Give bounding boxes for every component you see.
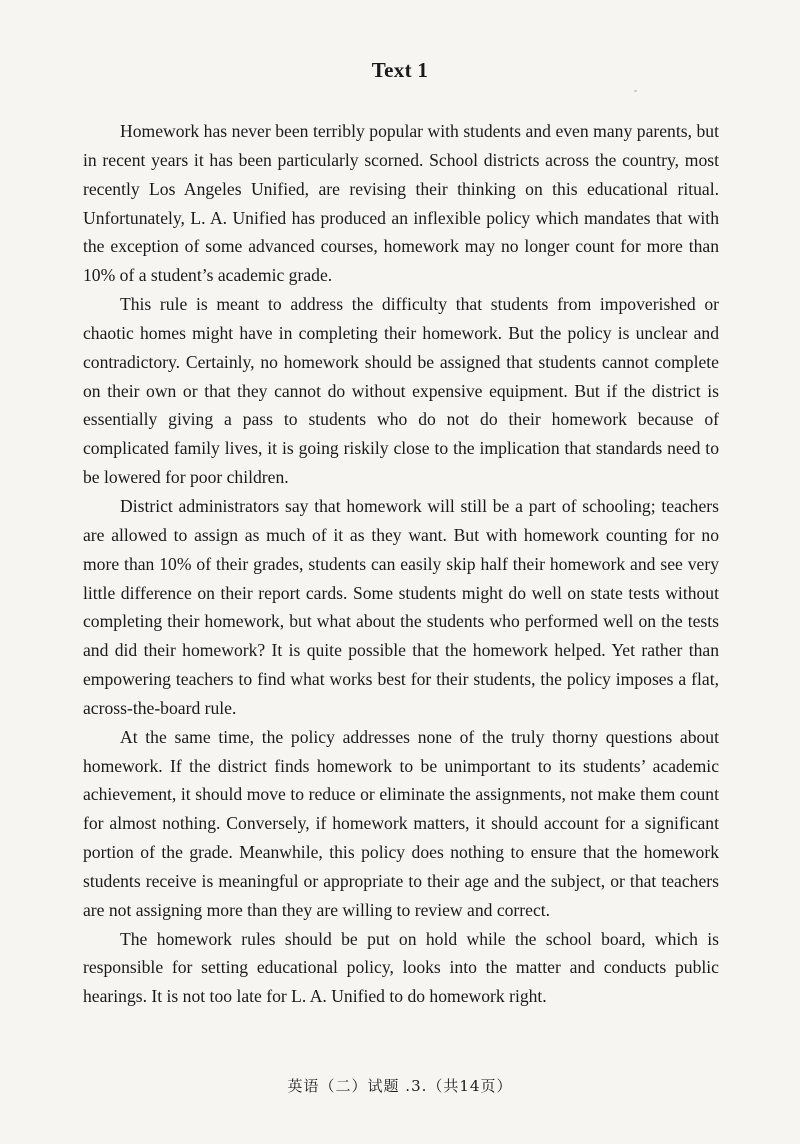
paper-speck [634,90,637,92]
passage-body [83,117,719,1011]
page-title: Text 1 [371,58,429,82]
page-footer: 英语（二）试题 .3.（共14页） [287,1077,513,1095]
paragraph-3: District administrators say that homework will still be a part of schooling; teachers are allowed to assign as much of it as they want. But with homework counting for no more than 10% of their grades, students can easily skip half their homework and see very little difference on their report cards. Some students might do well on state tests without completing their homework, but what about the students who performed well on the tests and did their homework? It is quite possible that the homework helped. Yet rather than empowering teachers to find what works best for their students, the policy imposes a flat, across-the-board rule. [83,495,719,718]
paragraph-1: Homework has never been terribly popular with students and even many parents, but in recent years it has been particularly scorned. School districts across the country, most recently Los Angeles Unified, are revising their thinking on this educational ritual. Unfortunately, L. A. Unified has produced an inflexible policy which mandates that with the exception of some advanced courses, homework may no longer count for more than 10% of a student’s academic grade. [83,121,719,286]
paragraph-2: This rule is meant to address the difficulty that students from impoverished or chaotic homes might have in completing their homework. But the policy is unclear and contradictory. Certainly, no homework should be assigned that students cannot complete on their own or that they cannot do without expensive equipment. But if the district is essentially giving a pass to students who do not do their homework because of complicated family lives, it is going riskily close to the implication that standards need to be lowered for poor children. [83,294,719,488]
paragraph-4: At the same time, the policy addresses none of the truly thorny questions about homework. If the district finds homework to be unimportant to its students’ academic achievement, it should move to reduce or eliminate the assignments, not make them count for almost nothing. Conversely, if homework matters, it should account for a significant portion of the grade. Meanwhile, this policy does nothing to ensure that the homework students receive is meaningful or appropriate to their age and the subject, or that teachers are not assigning more than they are willing to review and correct. [83,726,719,920]
paragraph-5: The homework rules should be put on hold while the school board, which is responsible for setting educational policy, looks into the matter and conducts public hearings. It is not too late for L. A. Unified to do homework right. [83,928,719,1007]
